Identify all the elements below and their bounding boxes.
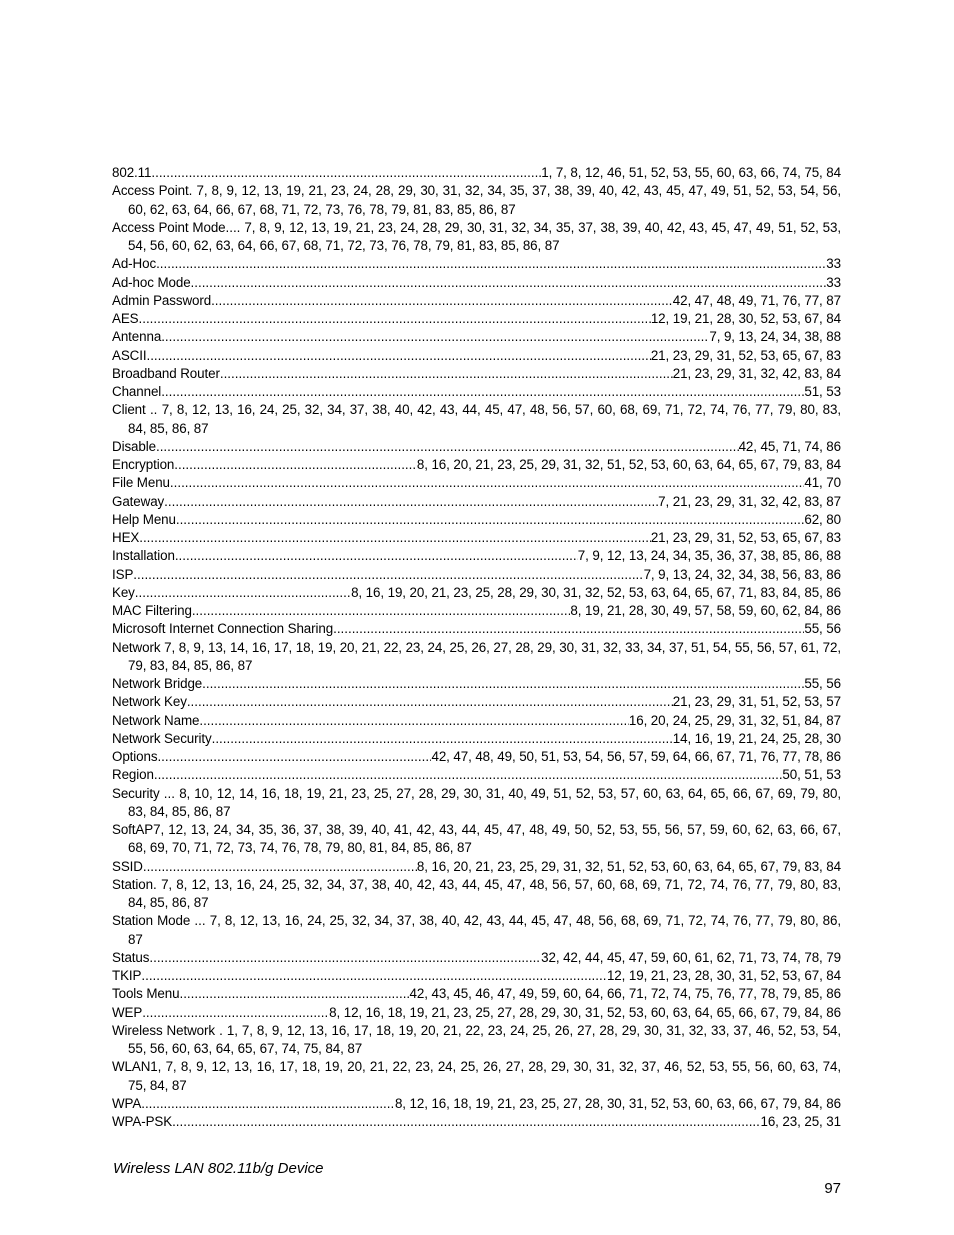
index-term: Access Point Mode — [112, 219, 226, 235]
dot-leader — [142, 1004, 329, 1022]
index-pages: 21, 23, 29, 31, 52, 53, 65, 67, 83 — [650, 347, 841, 363]
index-term: Network Name — [112, 712, 200, 728]
index-entry — [112, 693, 841, 711]
index-term: SoftAP — [112, 822, 154, 837]
index-term: Microsoft Internet Connection Sharing — [112, 621, 334, 637]
index-term: Network Bridge — [112, 676, 203, 691]
index-pages: 7, 8, 9, 12, 13, 19, 21, 23, 24, 28, 29, 30, 31, 32, 34, 35, 37, 38, 39, 40, 42, 43, 45, 47, 49, 51, 52, 53, 54, 56, 60, 62, 63, 64, 66, 67, 68, 71, 72, 73, 76, 78, 79, 81, 83, 85, 86, 87 — [128, 183, 841, 217]
index-entry — [112, 639, 841, 676]
index-pages: 42, 47, 48, 49, 50, 51, 53, 54, 56, 57, 59, 64, 66, 67, 71, 76, 77, 78, 86 — [431, 749, 841, 764]
index-term: Installation — [112, 548, 175, 564]
index-pages: 32, 42, 44, 45, 47, 59, 60, 61, 62, 71, 73, 74, 78, 79 — [541, 949, 841, 965]
dot-leader: . — [153, 876, 162, 892]
index-pages: 55, 56 — [804, 621, 841, 637]
index-pages: 21, 23, 29, 31, 32, 42, 83, 84 — [672, 365, 841, 381]
index-entry — [112, 1058, 841, 1095]
index-term: Status — [112, 949, 150, 965]
dot-leader — [149, 949, 541, 967]
index-entry — [112, 347, 841, 365]
index-pages: 8, 16, 19, 20, 21, 23, 25, 28, 29, 30, 31, 32, 52, 53, 63, 64, 65, 67, 71, 83, 84, 85, 86 — [351, 584, 841, 600]
index-entry — [112, 401, 841, 438]
index-pages: 7, 8, 12, 13, 16, 24, 25, 32, 34, 37, 38, 40, 42, 43, 44, 45, 47, 48, 56, 57, 60, 68, 69, 71, 72, 74, 76, 77, 79, 80, 83, 84, 85, 86, 87 — [128, 876, 841, 910]
footer-title: Wireless LAN 802.11b/g Device — [113, 1160, 324, 1177]
dot-leader — [176, 511, 805, 529]
index-pages: 7, 9, 12, 13, 24, 34, 35, 36, 37, 38, 85, 86, 88 — [577, 548, 841, 564]
index-term: Help Menu — [112, 511, 176, 527]
index-pages: 21, 23, 29, 31, 52, 53, 65, 67, 83 — [650, 530, 841, 545]
dot-leader — [191, 274, 827, 292]
index-entry — [112, 511, 841, 529]
index-term: Encryption — [112, 457, 175, 472]
index-pages: 42, 45, 71, 74, 86 — [738, 438, 841, 454]
index-entry — [112, 182, 841, 219]
index-entry — [112, 474, 841, 492]
dot-leader — [220, 365, 673, 383]
index-term: AES — [112, 311, 139, 326]
index-entry — [112, 1095, 841, 1113]
index-pages: 16, 20, 24, 25, 29, 31, 32, 51, 84, 87 — [628, 712, 841, 728]
index-entry — [112, 493, 841, 511]
dot-leader — [151, 164, 541, 182]
index-entry — [112, 675, 841, 693]
index-term: HEX — [112, 530, 140, 545]
index-term: Station — [112, 876, 153, 892]
dot-leader — [156, 255, 826, 273]
index-pages: 7, 8, 12, 13, 16, 24, 25, 32, 34, 37, 38, 40, 42, 43, 44, 45, 47, 48, 56, 68, 69, 71, 72, 74, 76, 77, 79, 80, 86, 87 — [128, 913, 841, 947]
index-pages: 7, 8, 9, 13, 14, 16, 17, 18, 19, 20, 21, 22, 23, 24, 25, 26, 27, 28, 29, 30, 31, 32, 33, 34, 37, 51, 54, 55, 56, 57, 61, 72, 79, 83, 84, 85, 86, 87 — [128, 639, 841, 673]
index-term: Admin Password — [112, 292, 212, 308]
index-entry — [112, 912, 841, 949]
dot-leader: .... — [225, 219, 245, 235]
dot-leader: . — [188, 183, 197, 199]
dot-leader: .. — [145, 402, 162, 418]
index-pages: 55, 56 — [804, 676, 841, 691]
index-pages: 7, 21, 23, 29, 31, 32, 42, 83, 87 — [658, 493, 841, 509]
index-pages: 41, 70 — [804, 475, 841, 491]
index-pages: 7, 8, 9, 12, 13, 19, 21, 23, 24, 28, 29, 30, 31, 32, 34, 35, 37, 38, 39, 40, 42, 43, 45, 47, 49, 51, 52, 53, 54, 56, 60, 62, 63, 64, 66, 67, 68, 71, 72, 73, 76, 78, 79, 81, 83, 85, 86, 87 — [128, 219, 841, 253]
index-entry — [112, 712, 841, 730]
index-term: Station Mode — [112, 913, 191, 929]
dot-leader: ... — [190, 913, 210, 929]
dot-leader — [211, 292, 673, 310]
dot-leader: . — [214, 1022, 227, 1038]
index-term: Gateway — [112, 493, 165, 509]
index-term: Region — [112, 767, 154, 783]
index-pages: 12, 19, 21, 23, 28, 30, 31, 52, 53, 67, 84 — [606, 968, 841, 983]
index-pages: 21, 23, 29, 31, 51, 52, 53, 57 — [672, 694, 841, 710]
index-pages: 62, 80 — [804, 511, 841, 527]
dot-leader — [157, 748, 431, 766]
index-entry — [112, 949, 841, 967]
index-entry — [112, 292, 841, 310]
index-pages: 51, 53 — [804, 384, 841, 399]
dot-leader — [141, 967, 607, 985]
index-entry — [112, 748, 841, 766]
dot-leader — [141, 1095, 395, 1113]
index-entry — [112, 310, 841, 328]
index-entry — [112, 985, 841, 1003]
dot-leader — [139, 310, 651, 328]
index-entry — [112, 766, 841, 784]
index-term: Tools Menu — [112, 986, 180, 1002]
index-entry — [112, 967, 841, 985]
index-pages: 7, 12, 13, 24, 34, 35, 36, 37, 38, 39, 40, 41, 42, 43, 44, 45, 47, 48, 49, 50, 52, 53, 55, 56, 57, 59, 60, 62, 63, 66, 67, 68, 69, 70, 71, 72, 73, 74, 76, 78, 79, 80, 81, 84, 85, 86, 87 — [128, 822, 841, 856]
dot-leader — [212, 730, 673, 748]
index-pages: 8, 12, 16, 18, 19, 21, 23, 25, 27, 28, 29, 30, 31, 52, 53, 60, 63, 64, 65, 66, 67, 79, 84, 86 — [329, 1004, 841, 1020]
dot-leader — [143, 858, 417, 876]
index-entry — [112, 602, 841, 620]
index-term: Network Security — [112, 730, 212, 746]
page-number: 97 — [824, 1180, 841, 1197]
index-entry — [112, 255, 841, 273]
index-term: WPA — [112, 1095, 142, 1111]
index-pages: 8, 16, 20, 21, 23, 25, 29, 31, 32, 51, 52, 53, 60, 63, 64, 65, 67, 79, 83, 84 — [416, 858, 841, 874]
index-pages: 1, 7, 8, 9, 12, 13, 16, 17, 18, 19, 20, 21, 22, 23, 24, 25, 26, 27, 28, 29, 30, 31, 32, 37, 46, 52, 53, 55, 56, 60, 63, 74, 75, 84, 87 — [128, 1059, 841, 1093]
index-entry — [112, 876, 841, 913]
index-pages: 8, 16, 20, 21, 23, 25, 29, 31, 32, 51, 52, 53, 60, 63, 64, 65, 67, 79, 83, 84 — [416, 457, 841, 472]
index-entry — [112, 274, 841, 292]
index-pages: 1, 7, 8, 12, 46, 51, 52, 53, 55, 60, 63, 66, 74, 75, 84 — [541, 165, 841, 180]
index-term: ISP — [112, 566, 134, 582]
index-pages: 33 — [826, 256, 841, 272]
dot-leader — [187, 693, 673, 711]
index-entry — [112, 383, 841, 401]
index-term: Wireless Network — [112, 1022, 215, 1038]
index-entry — [112, 164, 841, 182]
dot-leader — [154, 766, 783, 784]
index-pages: 7, 9, 13, 24, 34, 38, 88 — [709, 329, 841, 345]
index-pages: 42, 47, 48, 49, 71, 76, 77, 87 — [672, 292, 841, 308]
dot-leader — [179, 985, 409, 1003]
index-term: Key — [112, 584, 135, 600]
index-term: WPA-PSK — [112, 1114, 173, 1129]
index-entry — [112, 730, 841, 748]
dot-leader — [172, 1113, 760, 1131]
index-entry — [112, 566, 841, 584]
index-term: 802.11 — [112, 165, 152, 180]
dot-leader — [192, 602, 571, 620]
index-term: SSID — [112, 858, 143, 874]
index-term: Network — [112, 639, 161, 655]
dot-leader — [135, 584, 351, 602]
index-entry — [112, 620, 841, 638]
index-term: Security — [112, 785, 160, 801]
index-pages: 8, 10, 12, 14, 16, 18, 19, 21, 23, 25, 27, 28, 29, 30, 31, 40, 49, 51, 52, 53, 57, 60, 63, 64, 65, 66, 67, 69, 79, 80, 83, 84, 85, 86, 87 — [128, 785, 841, 819]
index-term: Access Point — [112, 183, 189, 199]
dot-leader — [333, 620, 804, 638]
index-entry — [112, 456, 841, 474]
dot-leader — [199, 712, 629, 730]
index-entry — [112, 438, 841, 456]
index-pages: 50, 51, 53 — [782, 767, 841, 783]
index-pages: 7, 9, 13, 24, 32, 34, 38, 56, 83, 86 — [643, 566, 841, 582]
index-entry — [112, 529, 841, 547]
index-term: Ad-Hoc — [112, 256, 157, 272]
index-pages: 42, 43, 45, 46, 47, 49, 59, 60, 64, 66, 71, 72, 74, 75, 76, 77, 78, 79, 85, 86 — [409, 986, 841, 1002]
index-entry — [112, 858, 841, 876]
index-term: WLAN — [112, 1059, 151, 1075]
index-entry — [112, 365, 841, 383]
index-entry — [112, 821, 841, 858]
index-entry — [112, 328, 841, 346]
index-term: ASCII — [112, 347, 147, 363]
dot-leader — [202, 675, 804, 693]
dot-leader — [174, 456, 417, 474]
index-term: Channel — [112, 384, 162, 399]
dot-leader — [161, 328, 709, 346]
index-term: Ad-hoc Mode — [112, 274, 191, 290]
index-pages: 8, 12, 16, 18, 19, 21, 23, 25, 27, 28, 30, 31, 52, 53, 60, 63, 66, 67, 79, 84, 86 — [394, 1095, 841, 1111]
index-list — [112, 164, 841, 1131]
index-entry — [112, 785, 841, 822]
index-term: Disable — [112, 438, 156, 454]
index-pages: 14, 16, 19, 21, 24, 25, 28, 30 — [672, 730, 841, 746]
dot-leader: ... — [159, 785, 180, 801]
index-pages: 16, 23, 25, 31 — [760, 1114, 841, 1129]
index-pages: 12, 19, 21, 28, 30, 52, 53, 67, 84 — [650, 311, 841, 326]
index-term: Antenna — [112, 329, 162, 345]
index-entry — [112, 584, 841, 602]
dot-leader — [175, 547, 578, 565]
index-entry — [112, 1113, 841, 1131]
index-pages: 33 — [826, 274, 841, 290]
dot-leader — [156, 438, 739, 456]
index-pages: 8, 19, 21, 28, 30, 49, 57, 58, 59, 60, 62, 84, 86 — [570, 603, 841, 618]
index-pages: 1, 7, 8, 9, 12, 13, 16, 17, 18, 19, 20, 21, 22, 23, 24, 25, 26, 27, 28, 29, 30, 31, 32, 33, 37, 46, 52, 53, 54, 55, 56, 60, 63, 64, 65, 67, 74, 75, 84, 87 — [128, 1022, 841, 1056]
dot-leader — [170, 474, 804, 492]
index-term: Options — [112, 749, 158, 764]
index-entry — [112, 1022, 841, 1059]
index-term: MAC Filtering — [112, 603, 192, 618]
index-entry — [112, 547, 841, 565]
index-term: Network Key — [112, 694, 187, 710]
dot-leader — [161, 383, 804, 401]
index-term: Broadband Router — [112, 365, 220, 381]
index-term: TKIP — [112, 968, 142, 983]
index-term: File Menu — [112, 475, 170, 491]
dot-leader — [133, 566, 643, 584]
index-term: Client — [112, 402, 146, 418]
index-entry — [112, 219, 841, 256]
index-entry — [112, 1004, 841, 1022]
index-term: WEP — [112, 1004, 143, 1020]
dot-leader — [139, 529, 651, 547]
index-pages: 7, 8, 12, 13, 16, 24, 25, 32, 34, 37, 38, 40, 42, 43, 44, 45, 47, 48, 56, 57, 60, 68, 69, 71, 72, 74, 76, 77, 79, 80, 83, 84, 85, 86, 87 — [128, 402, 841, 436]
dot-leader — [146, 347, 650, 365]
dot-leader — [164, 493, 658, 511]
